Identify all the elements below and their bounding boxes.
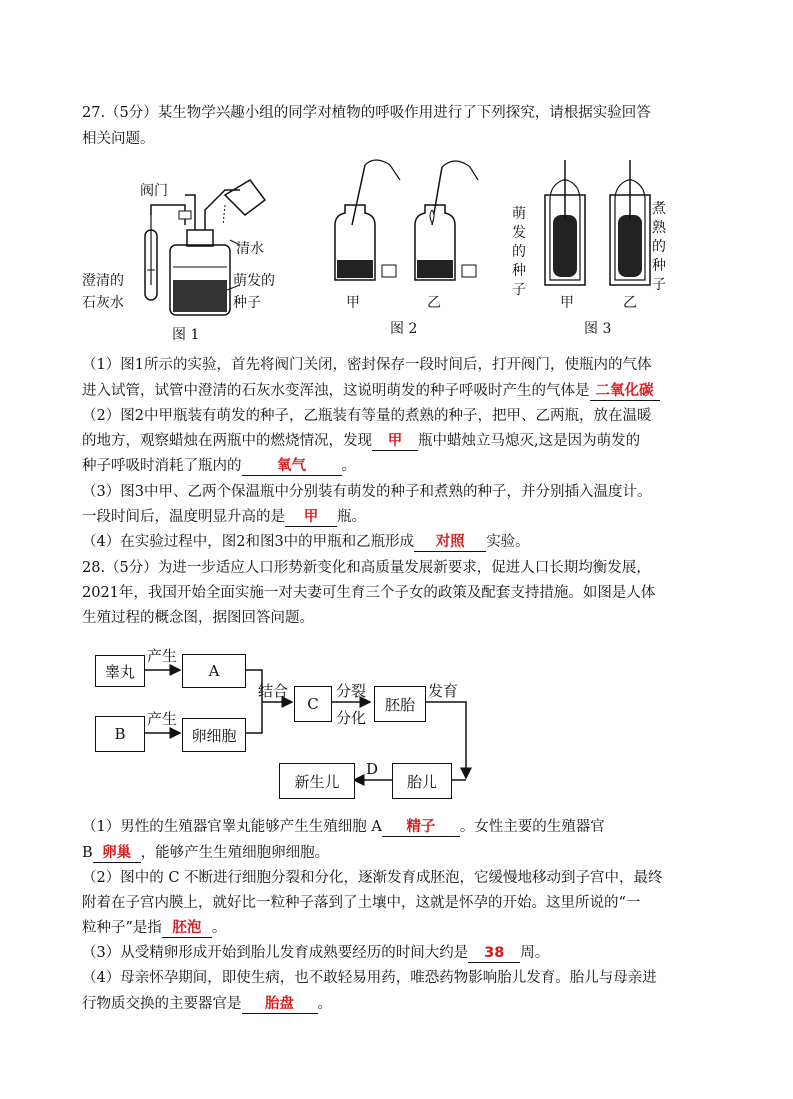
edge-label-differentiate: 分化 [336, 709, 367, 727]
answer-blank-q28-1b[interactable] [93, 844, 141, 863]
fig1-limewater-label-1: 澄清的 [82, 273, 124, 289]
q28-header-line1: 28.（5分）为进一步适应人口形势新变化和高质量发展新要求，促进人口长期均衡发展， [82, 560, 651, 576]
q27-p3-line2: 一段时间后，温度明显升高的是 甲 瓶。 [82, 509, 366, 525]
edge-label-D: D [366, 760, 379, 778]
answer-blank-q28-3[interactable] [468, 944, 520, 963]
q28-p2-line2: 附着在子宫内膜上，就好比一粒种子落到了土壤中，这就是怀孕的开始。这里所说的“一 [82, 895, 641, 911]
fig1-seed-label-2: 种子 [233, 295, 261, 311]
node-testis: 睾丸 [95, 655, 145, 687]
q28-p2-line1: （2）图中的 C 不断进行细胞分裂和分化，逐渐发育成胚泡，它缓慢地移动到子宫中，最终 [82, 870, 663, 886]
q28-p2-line3: 粒种子”是指 胚泡 。 [82, 920, 227, 936]
q27-p1-line1: （1）图1所示的实验，首先将阀门关闭，密封保存一段时间后，打开阀门，使瓶内的气体 [82, 357, 652, 373]
fig1-caption: 图 1 [172, 327, 200, 343]
node-embryo: 胚胎 [374, 686, 426, 722]
answer-q28-4: 胎盘 [265, 996, 294, 1012]
fig3-left-label: 萌 发 的 种 子 [512, 206, 526, 298]
edge-label-produce-2: 产生 [147, 710, 178, 728]
answer-q28-1b: 卵巢 [102, 845, 132, 861]
q27-p2-line2: 的地方，观察蜡烛在两瓶中的燃烧情况，发现 甲 瓶中蜡烛立马熄灭,这是因为萌发的 [82, 433, 641, 449]
q28-p4-line2: 行物质交换的主要器官是 胎盘 。 [82, 996, 332, 1012]
edge-label-divide: 分裂 [336, 682, 367, 700]
answer-q27-1: 二氧化碳 [595, 383, 654, 399]
q27-p2-line3: 种子呼吸时消耗了瓶内的 氧气 。 [82, 458, 356, 474]
fig1-valve-label: 阀门 [140, 183, 168, 199]
answer-q28-3: 38 [484, 945, 505, 961]
q28-header-line2: 2021年，我国开始全面实施一对夫妻可生育三个子女的政策及配套支持措施。如图是人体 [82, 585, 656, 601]
answer-q27-4: 对照 [435, 534, 465, 550]
answer-blank-q28-2[interactable] [162, 919, 212, 938]
fig1-water-label: 清水 [236, 241, 264, 257]
node-B: B [95, 716, 145, 752]
answer-blank-q28-1a[interactable] [382, 818, 460, 837]
q28-header-line3: 生殖过程的概念图，据图回答问题。 [82, 610, 314, 626]
q27-p1-line2: 进入试管，试管中澄清的石灰水变浑浊，这说明萌发的种子呼吸时产生的气体是 二氧化碳 [82, 381, 660, 401]
fig3-caption: 图 3 [584, 321, 612, 337]
q27-p3-line1: （3）图3中甲、乙两个保温瓶中分别装有萌发的种子和煮熟的种子，并分别插入温度计。 [82, 484, 652, 500]
answer-q28-2: 胚泡 [172, 920, 202, 936]
answer-q27-2a: 甲 [387, 433, 403, 449]
node-newborn: 新生儿 [279, 763, 355, 799]
answer-blank-q28-4[interactable] [242, 995, 318, 1014]
q28-p1-line1: （1）男性的生殖器官睾丸能够产生生殖细胞 A 精子 。女性主要的生殖器官 [82, 819, 605, 835]
answer-q28-1a: 精子 [406, 819, 436, 835]
fig2-caption: 图 2 [390, 321, 418, 337]
fig3-yi-label: 乙 [623, 295, 637, 311]
answer-q27-3: 甲 [303, 509, 319, 525]
fig2-yi-label: 乙 [427, 295, 441, 311]
edge-label-combine: 结合 [258, 682, 289, 700]
answer-q27-2b: 氧气 [277, 458, 306, 474]
fig3-jia-label: 甲 [560, 295, 574, 311]
q28-p1-line2: B 卵巢 ，能够产生生殖细胞卵细胞。 [82, 845, 330, 861]
node-egg-cell: 卵细胞 [182, 718, 246, 752]
q28-p4-line1: （4）母亲怀孕期间，即使生病，也不敢轻易用药，唯恐药物影响胎儿发育。胎儿与母亲进 [82, 970, 657, 986]
node-C: C [294, 686, 332, 722]
q28-p3: （3）从受精卵形成开始到胎儿发育成熟要经历的时间大约是 38 周。 [82, 945, 550, 961]
q27-header-cont: 相关问题。 [82, 131, 155, 147]
fig2-jia-label: 甲 [346, 295, 360, 311]
node-A: A [182, 654, 246, 688]
fig3-right-label: 煮 熟 的 种 子 [652, 201, 666, 293]
q27-p4: （4）在实验过程中，图2和图3中的甲瓶和乙瓶形成 对照 实验。 [82, 534, 530, 550]
fig1-seed-label-1: 萌发的 [233, 273, 275, 289]
node-fetus: 胎儿 [392, 763, 452, 799]
edge-label-develop: 发育 [428, 682, 459, 700]
edge-label-produce-1: 产生 [147, 647, 178, 665]
q27-p2-line1: （2）图2中甲瓶装有萌发的种子，乙瓶装有等量的煮熟的种子，把甲、乙两瓶，放在温暖 [82, 408, 652, 424]
fig1-limewater-label-2: 石灰水 [82, 295, 124, 311]
q27-header: 27.（5分）某生物学兴趣小组的同学对植物的呼吸作用进行了下列探究，请根据实验回答 [82, 105, 651, 121]
